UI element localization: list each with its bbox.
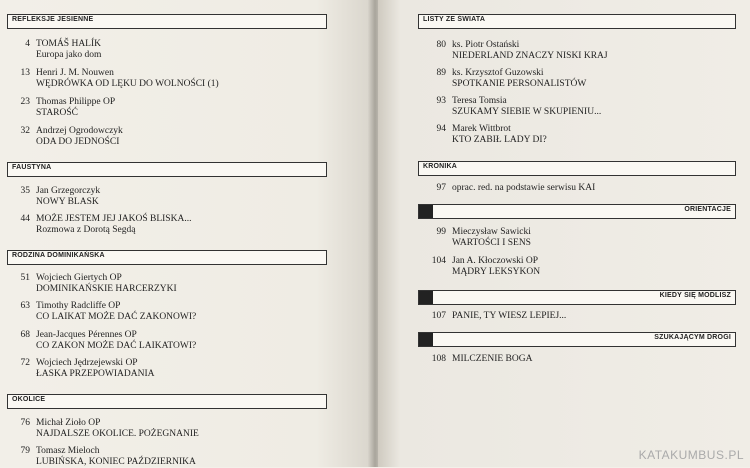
section-header-kronika: KRONIKA — [418, 161, 736, 176]
header-black-block — [419, 205, 433, 218]
section-header-listy: LISTY ZE ŚWIATA — [418, 14, 736, 29]
section-header-szukajacym-drogi: SZUKAJĄCYM DROGI — [418, 332, 736, 347]
section-header-orientacje: ORIENTACJE — [418, 204, 736, 219]
watermark-text: KATAKUMBUS.PL — [638, 448, 744, 462]
header-black-block — [419, 291, 433, 304]
section-header-refleksje: REFLEKSJE JESIENNE — [7, 14, 327, 29]
section-header-rodzina: RODZINA DOMINIKAŃSKA — [7, 250, 327, 265]
header-black-block — [419, 333, 433, 346]
section-header-faustyna: FAUSTYNA — [7, 162, 327, 177]
section-header-okolice: OKOLICE — [7, 394, 327, 409]
section-header-kiedy-sie-modlisz: KIEDY SIĘ MODLISZ — [418, 290, 736, 305]
